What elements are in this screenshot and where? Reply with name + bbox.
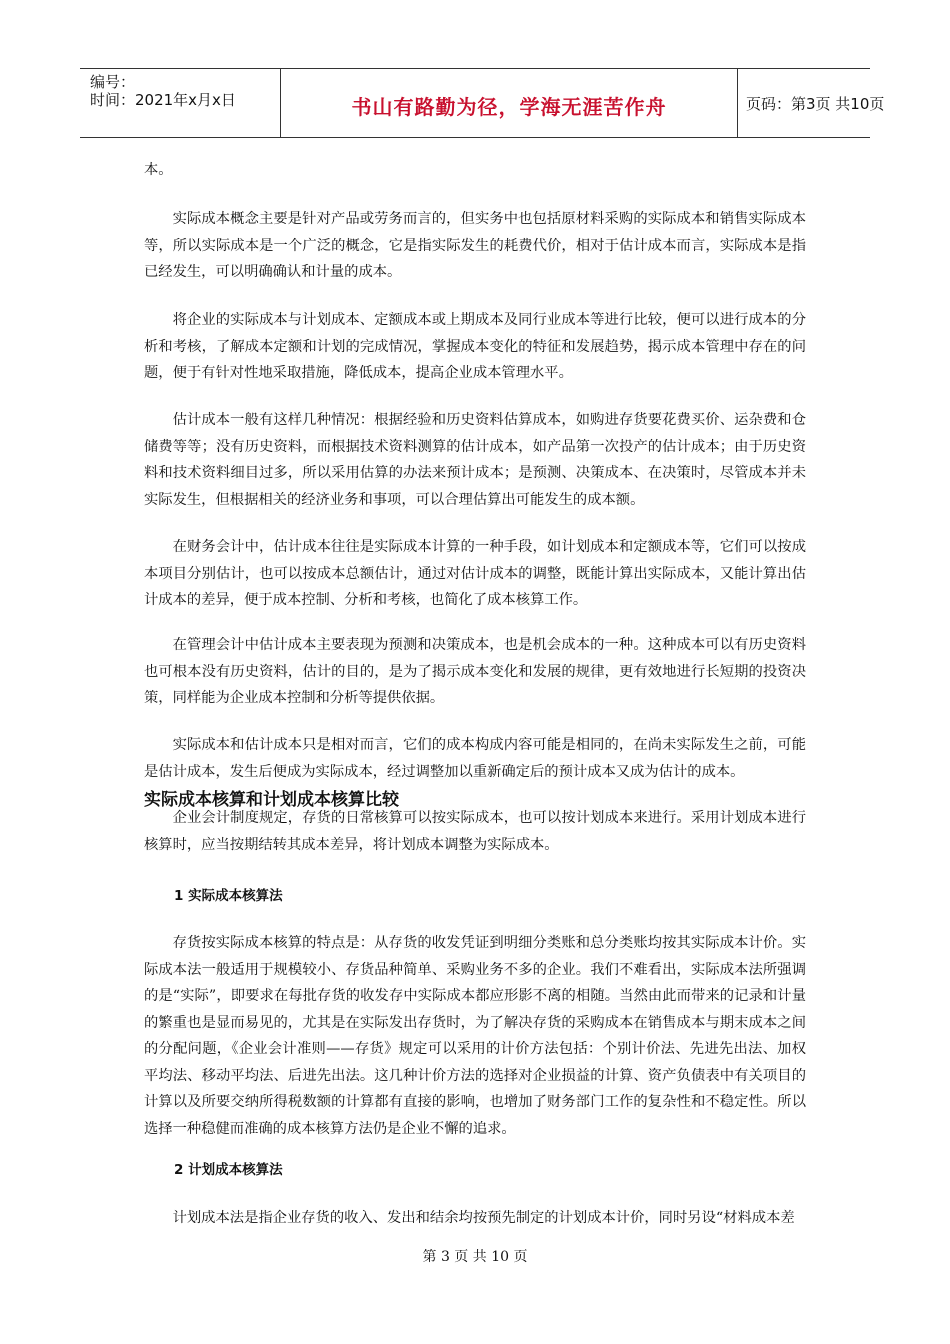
page-footer: 第 3 页 共 10 页 — [422, 1249, 528, 1265]
section-heading: 实际成本核算和计划成本核算比较 — [144, 790, 399, 810]
paragraph-relative-costs: 实际成本和估计成本只是相对而言，它们的成本构成内容可能是相同的，在尚未实际发生之前，可能是估计成本，发生后便成为实际成本，经过调整加以重新确定后的预计成本又成为估计的成本。 — [144, 737, 806, 780]
header-page-cell — [738, 69, 885, 137]
header-motto-cell — [280, 69, 738, 137]
page-header — [80, 68, 885, 138]
header-motto: 书山有路勤为径，学海无涯苦作舟 — [351, 95, 667, 119]
paragraph-financial-accounting: 在财务会计中，估计成本往往是实际成本计算的一种手段，如计划成本和定额成本等，它们可以按成本项目分别估计，也可以按成本总额估计，通过对估计成本的调整，既能计算出实际成本，又能计算出估计成本的差异，便于成本控制、分析和考核，也简化了成本核算工作。 — [144, 539, 806, 608]
header-page-number: 页码：第3页 共10页 — [746, 95, 885, 113]
document-number-label: 编号： — [90, 73, 136, 91]
paragraph-management-accounting: 在管理会计中估计成本主要表现为预测和决策成本，也是机会成本的一种。这种成本可以有历史资料也可根本没有历史资料，估计的目的，是为了揭示成本变化和发展的规律，更有效地进行长短期的投资决策，同样能为企业成本控制和分析等提供依据。 — [144, 637, 806, 706]
paragraph-planned-cost-method: 计划成本法是指企业存货的收入、发出和结余均按预先制定的计划成本计价，同时另设“材料成本差 — [172, 1210, 795, 1226]
paragraph-estimated-cost-cases: 估计成本一般有这样几种情况：根据经验和历史资料估算成本，如购进存货要花费买价、运杂费和仓储费等等；没有历史资料，而根据技术资料测算的估计成本，如产品第一次投产的估计成本；由于历史资料和技术资料细目过多，所以采用估算的办法来预计成本；是预测、决策成本、在决策时，尽管成本并未实际发生，但根据相关的经济业务和事项，可以合理估算出可能发生的成本额。 — [144, 412, 806, 508]
header-info-cell — [80, 69, 280, 137]
paragraph-actual-cost-method: 存货按实际成本核算的特点是：从存货的收发凭证到明细分类账和总分类账均按其实际成本计价。实际成本法一般适用于规模较小、存货品种简单、采购业务不多的企业。我们不难看出，实际成本法所强调的是“实际”，即要求在每批存货的收发存中实际成本都应形影不离的相随。当然由此而带来的记录和计量的繁重也是显而易见的，尤其是在实际发出存货时，为了解决存货的采购成本在销售成本与期末成本之间的分配问题，《企业会计准则——存货》规定可以采用的计价方法包括：个别计价法、先进先出法、加权平均法、移动平均法、后进先出法。这几种计价方法的选择对企业损益的计算、资产负债表中有关项目的计算以及所要交纳所得税数额的计算都有直接的影响，也增加了财务部门工作的复杂性和不稳定性。所以选择一种稳健而准确的成本核算方法仍是企业不懈的追求。 — [144, 935, 806, 1137]
subheading-planned-cost-method: 2 计划成本核算法 — [174, 1162, 283, 1178]
subheading-actual-cost-method: 1 实际成本核算法 — [174, 888, 283, 904]
paragraph-actual-cost-concept: 实际成本概念主要是针对产品或劳务而言的，但实务中也包括原材料采购的实际成本和销售实际成本等，所以实际成本是一个广泛的概念，它是指实际发生的耗费代价，相对于估计成本而言，实际成本是指已经发生，可以明确确认和计量的成本。 — [144, 211, 806, 280]
document-time-label: 时间：2021年x月x日 — [90, 91, 236, 109]
paragraph-section-intro: 企业会计制度规定，存货的日常核算可以按实际成本，也可以按计划成本来进行。采用计划成本进行核算时，应当按期结转其成本差异，将计划成本调整为实际成本。 — [144, 810, 806, 853]
paragraph-continuation: 本。 — [144, 162, 173, 178]
paragraph-cost-comparison: 将企业的实际成本与计划成本、定额成本或上期成本及同行业成本等进行比较，便可以进行成本的分析和考核，了解成本定额和计划的完成情况，掌握成本变化的特征和发展趋势，揭示成本管理中存在的问题，便于有针对性地采取措施，降低成本，提高企业成本管理水平。 — [144, 312, 806, 381]
